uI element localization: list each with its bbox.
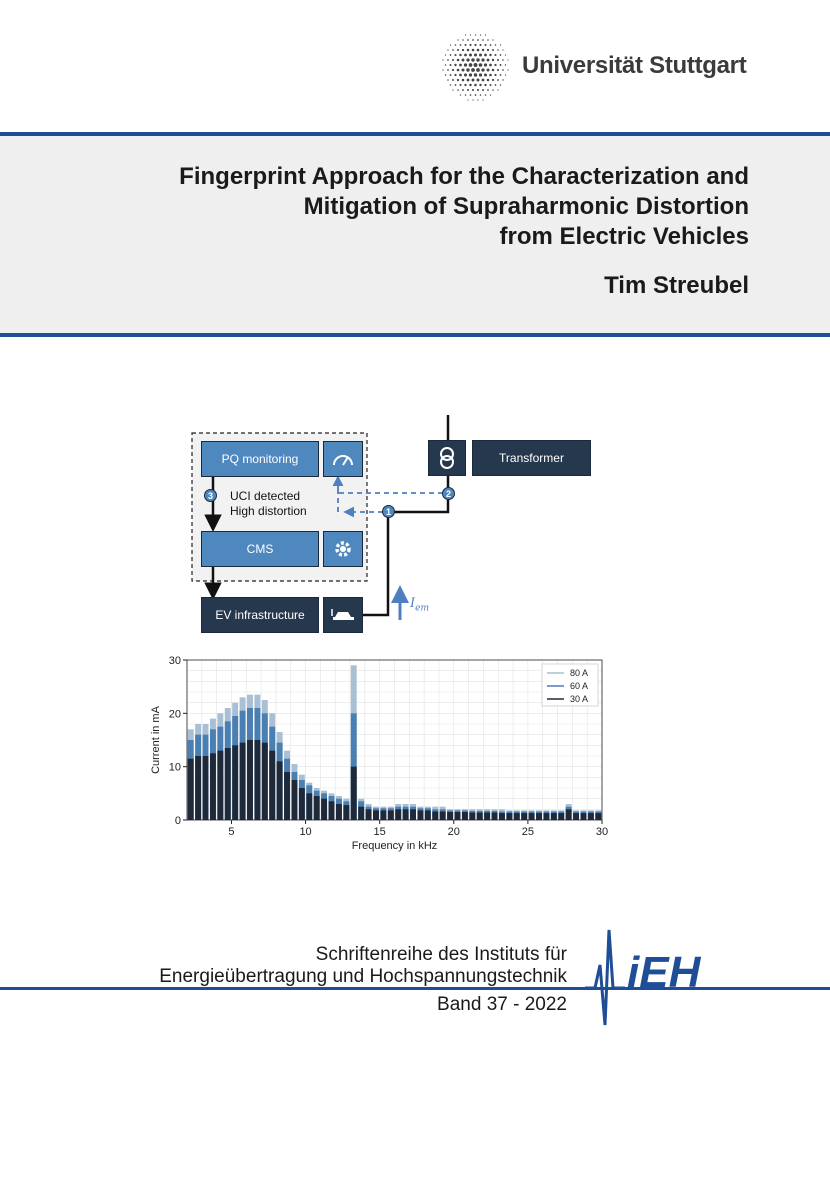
logo-dot [454,64,456,66]
gear-icon [323,531,363,567]
logo-dot [452,69,454,71]
logo-dot [452,49,454,51]
gauge-icon [323,441,363,477]
logo-dot [457,89,459,91]
logo-dot [479,84,481,86]
uci-detected-label: UCI detected [230,489,301,503]
logo-dot [462,59,465,62]
logo-dot [477,89,479,91]
logo-dot [461,68,464,71]
logo-dot [467,49,470,52]
logo-dot [477,39,479,41]
logo-dot [467,89,469,91]
bar-30a [291,780,297,820]
logo-dot [492,89,494,91]
y-axis-label: Current in mA [150,706,162,774]
logo-dot [470,94,472,96]
bar-30a [455,812,461,820]
x-tick-label: 5 [228,826,235,838]
legend-label: 60 A [570,681,589,691]
logo-dot [454,54,456,56]
logo-dot [469,84,471,86]
logo-dot [502,79,503,80]
bar-30a [543,813,549,820]
logo-dot [500,64,502,66]
bar-30a [210,753,216,820]
bar-30a [410,809,416,820]
logo-dot [459,74,462,77]
logo-dot [500,84,501,85]
x-tick-label: 25 [521,826,535,838]
bar-30a [232,745,238,820]
logo-dot [480,34,481,35]
logo-dot [492,39,493,40]
bar-30a [343,805,349,820]
logo-dot [469,44,471,46]
logo-dot [484,74,487,77]
logo-dot [457,49,459,51]
bar-30a [306,793,312,820]
logo-dot [457,59,460,62]
logo-dot [472,99,473,100]
y-tick-label: 30 [168,655,181,667]
logo-dot [470,34,471,35]
logo-dot [487,39,489,41]
bar-30a [566,809,572,820]
bar-30a [380,810,386,820]
bar-30a [425,810,431,820]
author-name: Tim Streubel [604,272,749,299]
logo-dot [457,79,459,81]
logo-dot [482,89,484,91]
logo-dot [455,44,457,46]
logo-dot [490,94,491,95]
logo-dot [487,59,490,62]
logo-dot [442,69,443,70]
series-line-1: Schriftenreihe des Instituts für [315,944,567,965]
current-label: $I_{em}$ [410,596,430,614]
bar-30a [336,804,342,820]
logo-dot [471,58,474,61]
logo-dot [507,69,508,70]
ev-infrastructure-block: EV infrastructure [201,597,319,633]
logo-dot [497,69,499,71]
logo-dot [490,44,492,46]
bar-30a [314,796,320,820]
logo-dot [484,84,486,86]
logo-dot [489,74,492,77]
bar-30a [440,811,446,820]
logo-dot [484,63,487,66]
logo-dot [497,89,498,90]
logo-dot [505,74,506,75]
bar-30a [277,761,283,820]
logo-dot [485,94,487,96]
logo-dot [480,94,482,96]
logo-dot [474,84,477,87]
x-tick-label: 15 [373,826,386,838]
y-tick-label: 10 [168,761,181,774]
bar-30a [358,807,364,820]
logo-dot [485,34,486,35]
logo-dot [474,44,476,46]
logo-dot [455,84,457,86]
logo-dot [500,44,501,45]
cms-block: CMS [201,531,319,567]
legend-label: 30 A [570,694,589,704]
logo-dot [487,69,490,72]
logo-dot [472,49,475,52]
node-3: 3 [204,489,217,502]
logo-dot [500,74,502,76]
bar-30a [492,813,498,820]
bar-30a [432,811,438,820]
logo-dot [489,84,491,86]
ieh-logo [585,925,755,1030]
bar-30a [462,812,468,820]
logo-dot [471,68,475,72]
bar-30a [195,756,201,820]
title-line-2: Mitigation of Supraharmonic Distortion [303,193,749,220]
logo-dot [476,68,480,72]
logo-dot [482,49,484,51]
logo-dot [475,94,477,96]
pq-monitoring-block: PQ monitoring [201,441,319,477]
logo-dot [467,39,469,41]
logo-dot [465,34,466,35]
logo-dot [479,44,481,46]
logo-dot [474,53,477,56]
bar-30a [217,751,223,820]
logo-dot [450,64,452,66]
logo-dot [494,64,496,66]
bar-30a [269,751,275,820]
logo-dot [479,54,482,57]
logo-dot [492,59,494,61]
bar-30a [573,813,579,820]
logo-dot [494,54,496,56]
logo-dot [482,39,484,41]
logo-dot [479,63,483,67]
bar-30a [373,810,379,820]
logo-dot [476,58,479,61]
logo-dot [477,79,480,82]
node-1: 1 [382,505,395,518]
bar-30a [225,748,231,820]
bar-30a [588,813,594,820]
logo-dot [502,69,504,71]
logo-dot [464,44,466,46]
logo-dot [464,54,467,57]
bar-30a [351,767,357,820]
logo-dot [507,59,508,60]
logo-dot [469,63,473,67]
ieh-logo-text: iEH [627,948,701,997]
logo-dot [485,44,487,46]
logo-dot [500,54,502,56]
university-name: Universität Stuttgart [522,52,747,79]
logo-dot [475,34,476,35]
bar-30a [247,740,253,820]
logo-dot [505,54,506,55]
ev-charging-icon [323,597,363,633]
title-line-1: Fingerprint Approach for the Characterization and [179,163,749,190]
logo-dot [489,64,492,67]
logo-dot [487,89,489,91]
bar-30a [403,809,409,820]
legend-label: 80 A [570,668,589,678]
logo-dot [450,84,451,85]
bar-30a [506,813,512,820]
logo-dot [465,94,467,96]
logo-dot [495,84,497,86]
logo-dot [477,99,478,100]
bar-30a [388,810,394,820]
spectrum-chart [145,650,615,855]
bar-30a [417,810,423,820]
logo-dot [447,79,449,81]
logo-dot [466,58,469,61]
logo-dot [450,44,451,45]
logo-dot [477,49,480,52]
logo-dot [464,73,467,76]
bar-30a [529,813,535,820]
logo-dot [445,64,447,66]
logo-dot [489,54,491,56]
university-logo-dots [440,32,510,102]
logo-dot [462,79,465,82]
y-tick-label: 0 [174,815,181,827]
logo-dot [447,69,449,71]
logo-dot [492,79,494,81]
x-tick-label: 20 [447,826,460,838]
volume-label: Band 37 - 2022 [437,994,567,1015]
logo-dot [447,59,449,61]
logo-dot [481,58,484,61]
logo-dot [466,68,469,71]
logo-dot [457,69,460,72]
bar-30a [484,813,490,820]
y-tick-label: 20 [168,708,181,721]
logo-dot [494,74,496,76]
logo-dot [497,79,499,81]
bar-30a [321,799,327,820]
bar-30a [262,743,268,820]
logo-dot [482,79,485,82]
logo-dot [502,59,504,61]
bar-30a [203,756,209,820]
logo-dot [452,79,454,81]
logo-dot [479,73,482,76]
logo-dot [487,79,490,82]
series-line-2: Energieübertragung und Hochspannungstechnik [159,966,567,987]
logo-dot [462,39,464,41]
logo-dot [492,69,495,72]
bar-30a [551,813,557,820]
logo-dot [450,74,452,76]
logo-dot [460,44,462,46]
bar-30a [521,813,527,820]
bar-30a [366,809,372,820]
logo-dot [467,99,468,100]
logo-dot [472,89,474,91]
title-line-3: from Electric Vehicles [499,223,749,250]
bar-30a [329,801,335,820]
bar-30a [240,743,246,820]
bar-30a [499,813,505,820]
bar-30a [514,813,520,820]
bar-30a [254,740,260,820]
logo-dot [497,49,499,51]
bar-30a [299,788,305,820]
series-title [159,944,567,988]
logo-dot [457,39,458,40]
logo-dot [467,79,470,82]
logo-dot [472,39,474,41]
transformer-block: Transformer [472,440,591,476]
logo-dot [447,49,448,50]
node-2: 2 [442,487,455,500]
logo-dot [452,89,453,90]
bar-30a [595,813,601,820]
logo-dot [492,49,494,51]
logo-dot [487,49,489,51]
logo-dot [495,44,496,45]
logo-dot [474,63,478,67]
logo-dot [464,63,467,66]
transformer-icon [428,440,466,476]
logo-dot [459,64,462,67]
logo-dot [497,59,499,61]
bar-30a [581,813,587,820]
logo-dot [445,74,446,75]
middle-blue-band [0,333,830,337]
logo-dot [482,99,483,100]
bar-30a [536,813,542,820]
title-panel [0,136,830,333]
bar-30a [284,772,290,820]
x-axis-label: Frequency in kHz [351,840,438,852]
logo-dot [459,84,461,86]
logo-dot [484,54,487,57]
logo-dot [505,64,506,65]
x-tick-label: 10 [299,826,312,838]
logo-dot [469,54,472,57]
bar-30a [447,812,453,820]
bar-30a [469,813,475,820]
logo-dot [464,84,466,86]
logo-dot [460,94,461,95]
logo-dot [452,59,454,61]
bar-30a [188,759,194,820]
logo-dot [462,89,464,91]
logo-dot [462,49,464,51]
bar-30a [477,813,483,820]
high-distortion-label: High distortion [230,504,307,518]
logo-dot [472,79,475,82]
logo-dot [481,68,484,71]
x-tick-label: 30 [595,826,609,838]
logo-dot [459,54,461,56]
bar-30a [558,813,564,820]
logo-dot [469,73,472,76]
logo-dot [450,54,452,56]
bar-30a [395,809,401,820]
logo-dot [502,49,503,50]
logo-dot [445,54,446,55]
logo-dot [442,59,443,60]
logo-dot [454,74,456,76]
logo-dot [474,73,477,76]
